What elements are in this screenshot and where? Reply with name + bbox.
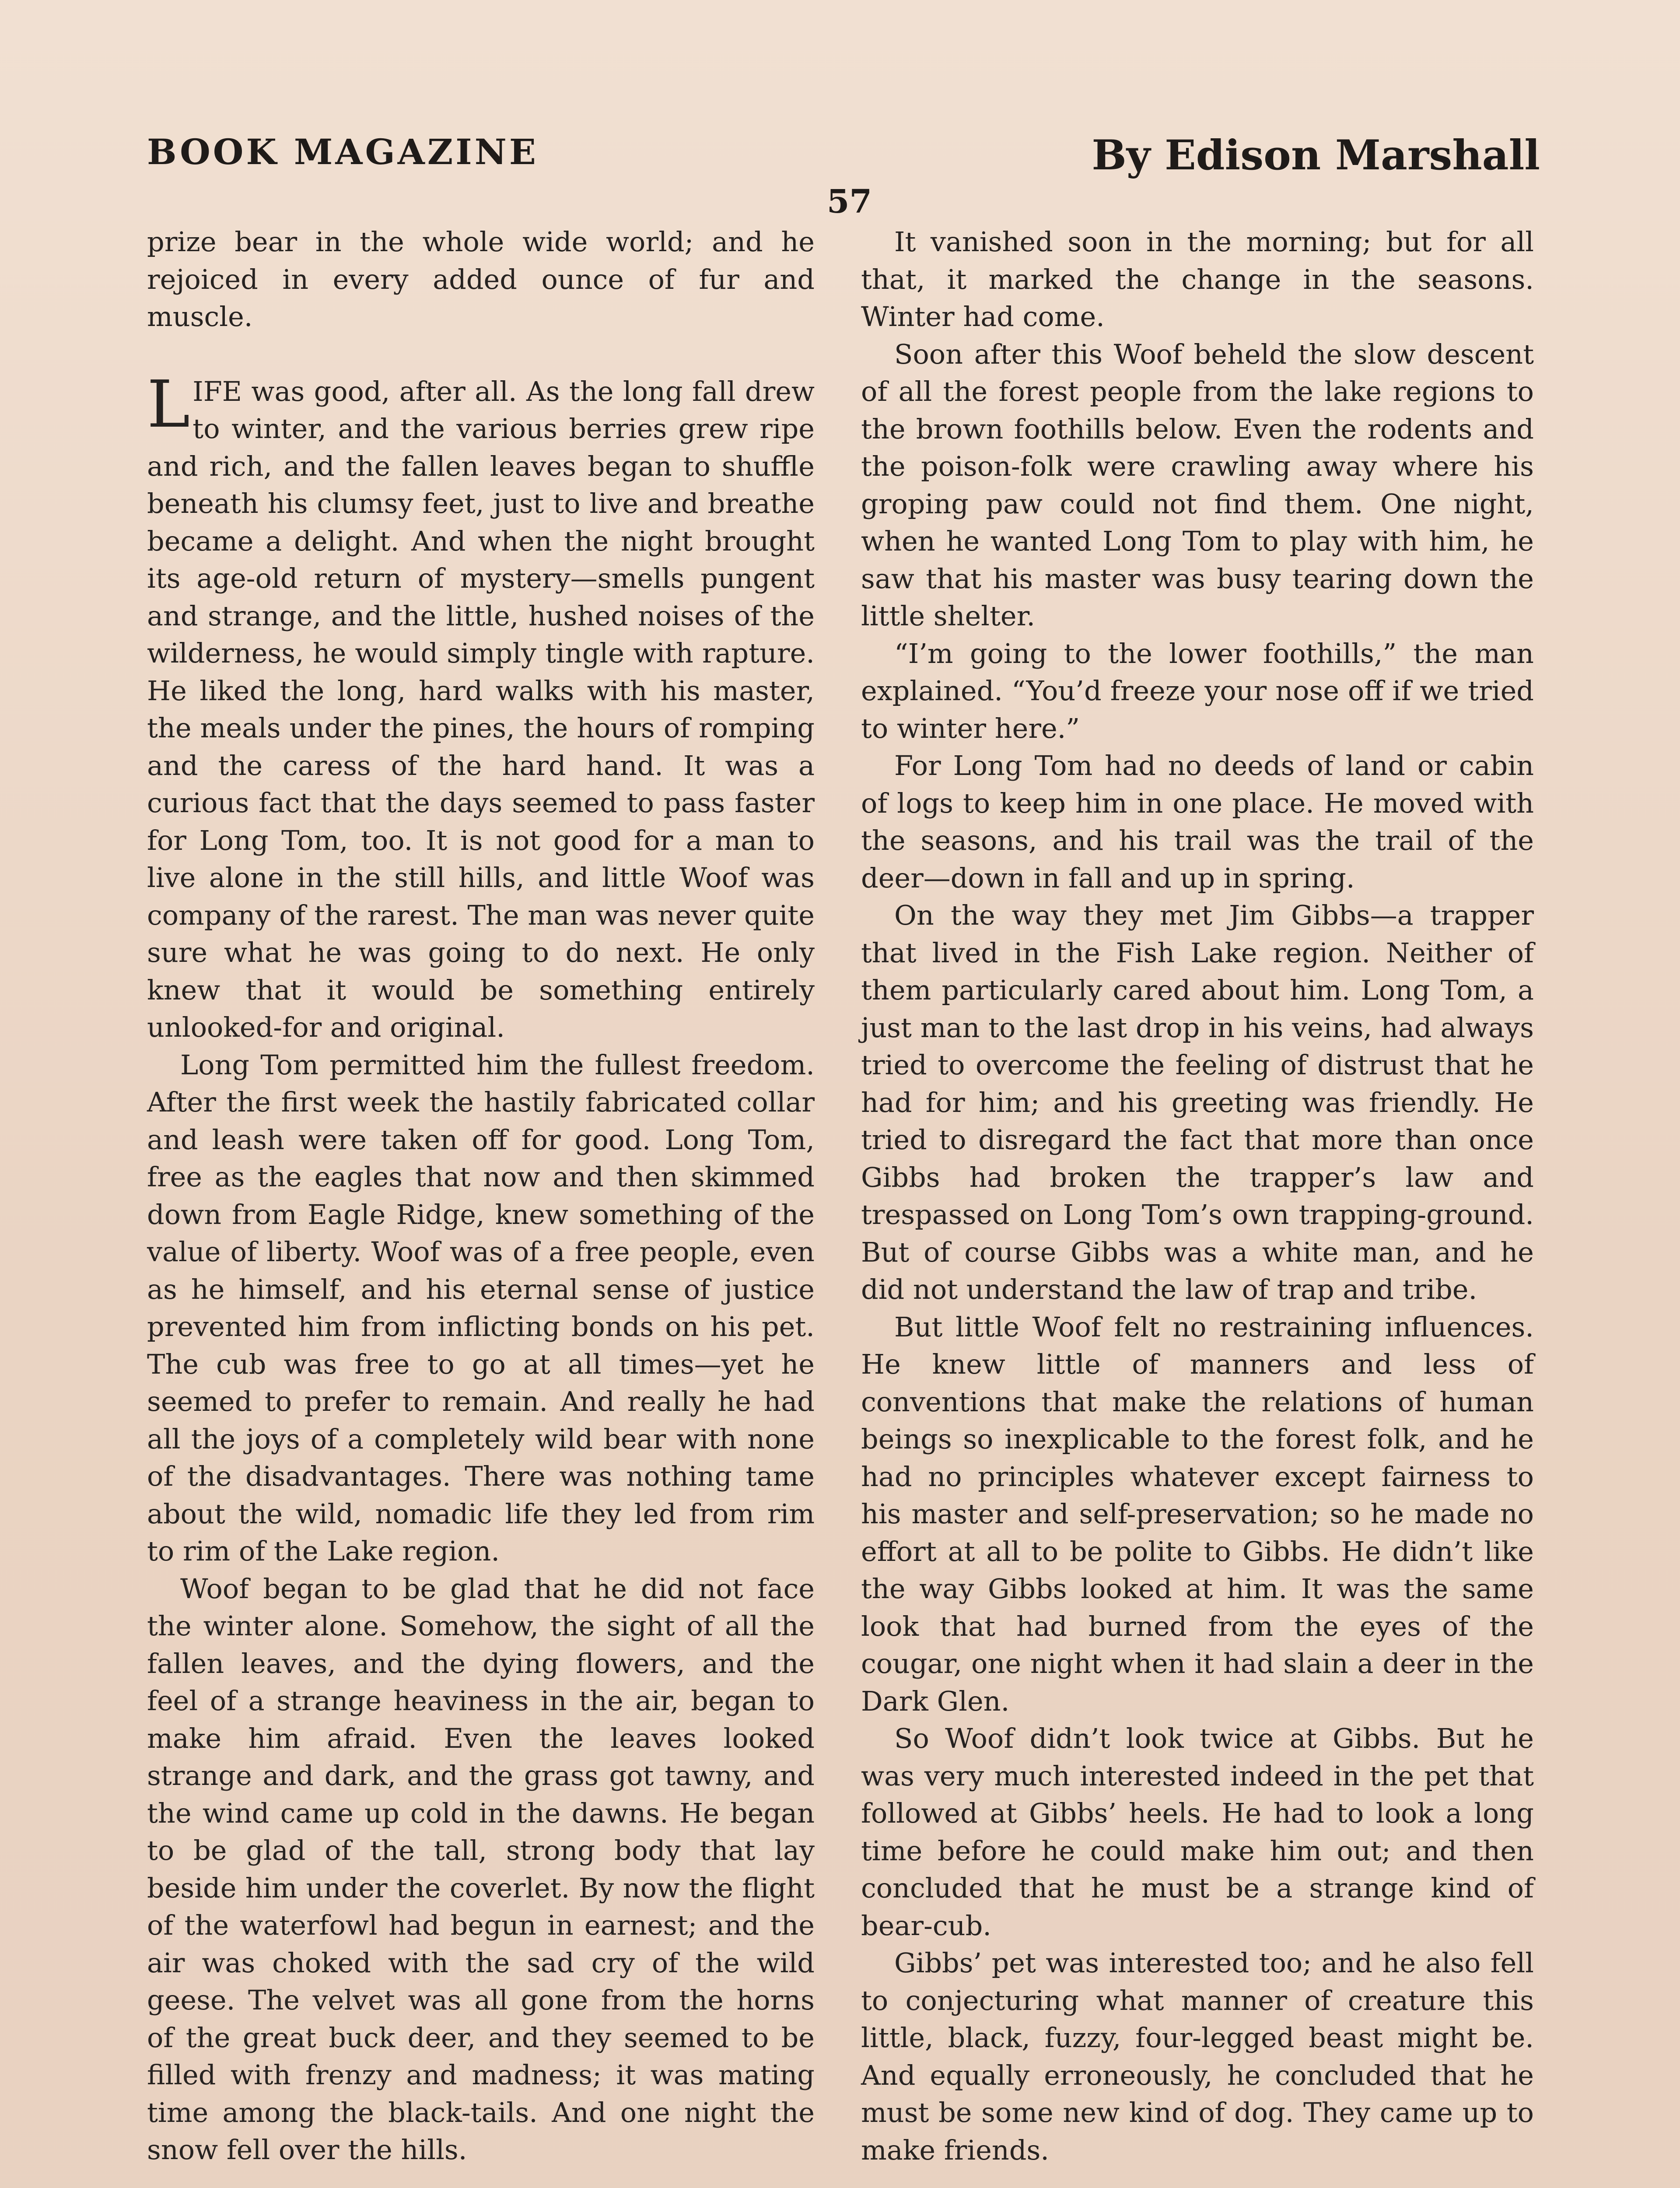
- paragraph-with-dropcap: [147, 366, 815, 1046]
- paragraph: So Woof didn’t look twice at Gibbs. But he was very much interested indeed in the pet that followed at Gibbs’ heels. He had to look a long time before he could make him out; and then concluded that he must be a strange kind of bear-cub.: [861, 1722, 1534, 1942]
- paragraph: Long Tom permitted him the fullest freedom. After the first week the hastily fabricated collar and leash were taken off for good. Long Tom, free as the eagles that now and then skimmed down from Eagle Ridge, knew something of the value of liberty. Woof was of a free people, even as he himself, and his eternal sense of justice prevented him from inflicting bonds on his pet. The cub was free to go at all times—yet he seemed to prefer to remain. And really he had all the joys of a completely wild bear with none of the disadvantages. There was nothing tame about the wild, nomadic life they led from rim to rim of the Lake region.: [147, 1048, 815, 1567]
- paragraph: But little Woof felt no restraining influences. He knew little of manners and less of conventions that make the relations of human beings so inexplicable to the forest folk, and he had no principles whatever except fairness to his master and self-preservation; so he made no effort at all to be polite to Gibbs. He didn’t like the way Gibbs looked at him. It was the same look that had burned from the eyes of the cougar, one night when it had slain a deer in the Dark Glen.: [861, 1311, 1534, 1717]
- paragraph: Soon after this Woof beheld the slow descent of all the forest people from the lake regions to the brown foothills below. Even the rodents and the poison-folk were crawling away where his groping paw could not find them. One night, when he wanted Long Tom to play with him, he saw that his master was busy tearing down the little shelter.: [861, 338, 1534, 632]
- paragraph: On the way they met Jim Gibbs—a trapper that lived in the Fish Lake region. Neither of them particularly cared about him. Long Tom, a just man to the last drop in his veins, had always tried to overcome the feeling of distrust that he had for him; and his greeting was friendly. He tried to disregard the fact that more than once Gibbs had broken the trapper’s law and trespassed on Long Tom’s own trapping-ground. But of course Gibbs was a white man, and he did not understand the law of trap and tribe.: [861, 899, 1534, 1305]
- paragraph: It vanished soon in the morning; but for all that, it marked the change in the seasons. Winter had come.: [861, 226, 1534, 333]
- paragraph-text: IFE was good, after all. As the long fall drew to winter, and the various berries grew ripe and rich, and the fallen leaves began to shuffle beneath his clumsy feet, just to live and breathe became a delight. And when the night brought its age-old return of mystery—smells pungent and strange, and the little, hushed noises of the wilderness, he would simply tingle with rapture. He liked the long, hard walks with his master, the meals under the pines, the hours of romping and the caress of the hard hand. It was a curious fact that the days seemed to pass faster for Long Tom, too. It is not good for a man to live alone in the still hills, and little Woof was company of the rarest. The man was never quite sure what he was going to do next. He only knew that it would be something entirely unlooked-for and original.: [147, 375, 815, 1043]
- paragraph: Woof began to be glad that he did not face the winter alone. Somehow, the sight of all the fallen leaves, and the dying flowers, and the feel of a strange heaviness in the air, began to make him afraid. Even the leaves looked strange and dark, and the grass got tawny, and the wind came up cold in the dawns. He began to be glad of the tall, strong body that lay beside him under the coverlet. By now the flight of the waterfowl had begun in earnest; and the air was choked with the sad cry of the wild geese. The velvet was all gone from the horns of the great buck deer, and they seemed to be filled with frenzy and madness; it was mating time among the black-tails. And one night the snow fell over the hills.: [147, 1572, 815, 2166]
- magazine-title: BOOK MAGAZINE: [147, 131, 539, 172]
- page-number: 57: [827, 183, 872, 221]
- author-byline: By Edison Marshall: [1092, 131, 1540, 179]
- paragraph: For Long Tom had no deeds of land or cabin of logs to keep him in one place. He moved with the seasons, and his trail was the trail of the deer—down in fall and up in spring.: [861, 750, 1534, 894]
- drop-cap: L: [147, 366, 190, 442]
- paragraph: prize bear in the whole wide world; and he rejoiced in every added ounce of fur and muscle.: [147, 226, 815, 333]
- paragraph: “I’m going to the lower foothills,” the man explained. “You’d freeze your nose off if we tried to winter here.”: [861, 637, 1534, 744]
- left-column: [147, 223, 815, 2169]
- paragraph: Gibbs’ pet was interested too; and he also fell to conjecturing what manner of creature this little, black, fuzzy, four-legged beast might be. And equally erroneously, he concluded that he must be some new kind of dog. They came up to make friends.: [861, 1947, 1534, 2166]
- right-column: [861, 223, 1534, 2169]
